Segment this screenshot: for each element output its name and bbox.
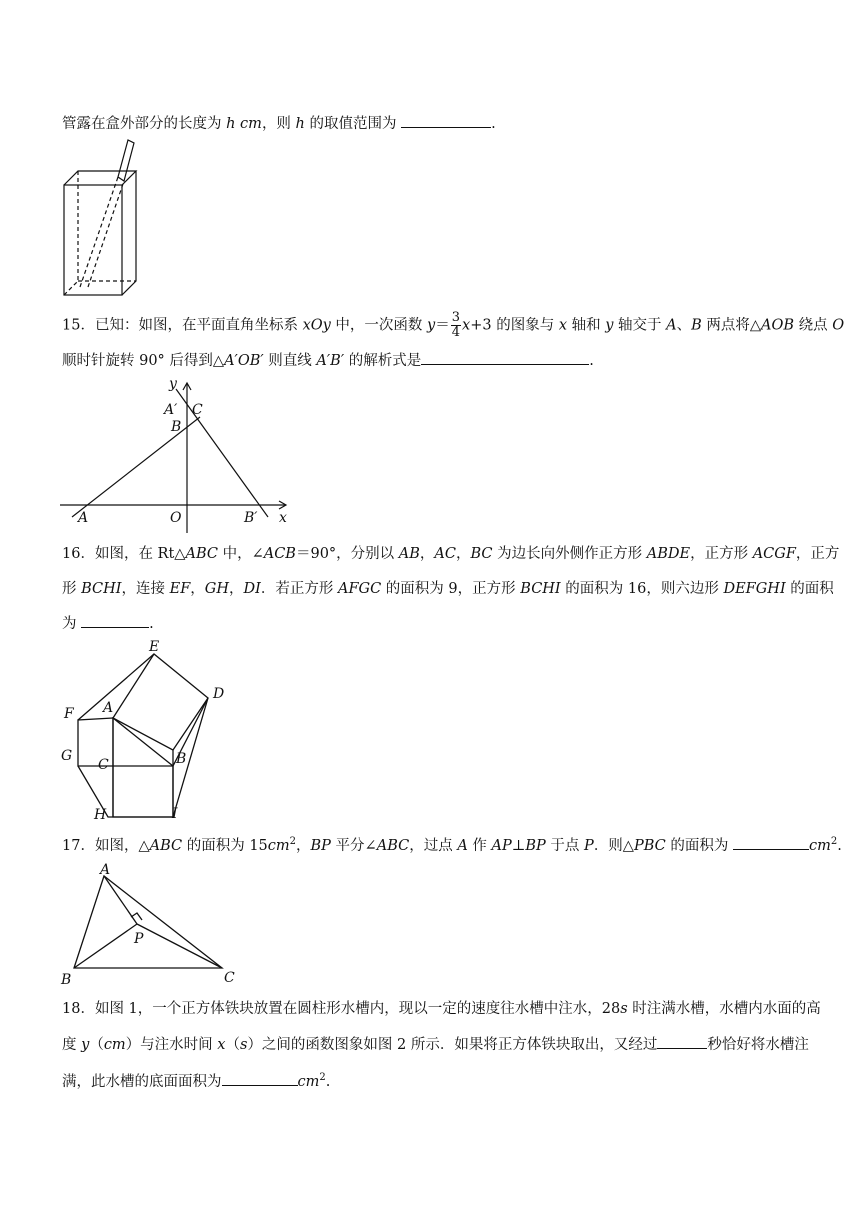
q16-text: 如图，在 Rt△ [94, 546, 186, 562]
q17-answer-blank[interactable] [733, 835, 809, 850]
q16-number: 16． [62, 546, 95, 562]
segment-pc [137, 924, 222, 968]
q18-text: 度 [62, 1037, 82, 1053]
q17-text: ，过点 [409, 837, 458, 854]
q17-var: P [584, 837, 594, 854]
q16-var: GH [204, 581, 230, 597]
q16-var: ACB [263, 546, 296, 562]
q17-text: 作 [467, 837, 492, 854]
q15-var: y [427, 317, 436, 334]
q15-var: O [832, 317, 845, 334]
q16-var: EF [169, 581, 191, 597]
q18-var: x [217, 1037, 226, 1053]
q17-sup: 2 [830, 836, 838, 847]
q17-triangle-figure [58, 860, 248, 990]
q17-text: ．则△ [593, 837, 634, 854]
q17-var: A [457, 837, 468, 854]
q18-number: 18． [62, 1001, 95, 1017]
q18-answer-blank-area[interactable] [222, 1071, 298, 1086]
q16-var: ABC [185, 546, 218, 562]
q18-end: . [325, 1073, 331, 1090]
label-h: H [94, 807, 107, 823]
label-c: C [192, 402, 203, 418]
label-b-prime: B′ [244, 510, 258, 526]
q15-var: AOB [761, 317, 795, 334]
q18-var: s [620, 1001, 628, 1017]
q17-number: 17． [62, 837, 95, 854]
q16-line-1 [62, 544, 839, 564]
q15-text: ＝ [435, 317, 450, 334]
q18-line-2 [62, 1034, 809, 1055]
q16-end: . [149, 616, 154, 632]
q15-text: 绕点 [794, 317, 833, 334]
label-y: y [169, 376, 177, 392]
box-side [122, 171, 136, 295]
q15-text: 已知：如图，在平面直角坐标系 [94, 317, 303, 334]
q14-answer-blank[interactable] [401, 113, 491, 128]
q17-text: 的面积为 [665, 837, 733, 854]
label-a-prime: A′ [164, 402, 178, 418]
q17-var: PBC [633, 837, 666, 854]
q18-var: s [239, 1037, 248, 1053]
label-o: O [170, 510, 182, 526]
q18-text: 秒恰好将水槽注 [707, 1037, 809, 1053]
q14-text: 管露在盒外部分的长度为 [62, 116, 227, 132]
segment-bp [74, 924, 137, 968]
q15-number: 15． [62, 317, 95, 334]
segment-gh-hi [78, 766, 173, 817]
q15-frac-num: 3 [451, 310, 461, 325]
q15-line-1 [62, 311, 844, 340]
label-c: C [224, 970, 235, 986]
q15-text: 顺时针旋转 90° 后得到△ [62, 353, 225, 369]
q16-var: BCHI [520, 581, 561, 597]
q16-text: ．若正方形 [260, 581, 338, 597]
q18-text: 满，此水槽的底面面积为 [62, 1073, 222, 1090]
q17-var: ABC [149, 837, 183, 854]
q15-var: y [605, 317, 614, 334]
q15-text: +3 的图象与 [470, 317, 559, 334]
q17-text: 如图，△ [94, 837, 150, 854]
q16-var: AC [434, 546, 456, 562]
q18-line-1 [62, 999, 821, 1019]
q16-text: ， [419, 546, 435, 562]
q15-answer-blank[interactable] [421, 350, 589, 365]
q18-text: ）之间的函数图象如图 2 所示．如果将正方体铁块取出，又经过 [247, 1037, 658, 1053]
q18-answer-blank-seconds[interactable] [657, 1034, 707, 1049]
q16-text: 的面积 [785, 581, 834, 597]
q15-text: 、 [676, 317, 692, 334]
q16-text: 的面积为 9，正方形 [381, 581, 521, 597]
q16-text: 中，∠ [217, 546, 264, 562]
label-c: C [98, 757, 109, 773]
q18-text: 时注满水槽，水槽内水面的高 [627, 1001, 821, 1017]
q17-unit: cm [267, 837, 290, 854]
q16-var: BCHI [81, 581, 122, 597]
q18-text: （ [89, 1037, 104, 1053]
q16-var: ACGF [752, 546, 796, 562]
q14-end: . [491, 116, 496, 132]
q17-text: ， [296, 837, 311, 854]
q17-text: 的面积为 15 [182, 837, 268, 854]
q15-fraction [451, 311, 461, 340]
q17-text: 平分∠ [330, 837, 377, 854]
q16-text: ，连接 [121, 581, 170, 597]
label-i: I [172, 806, 178, 822]
q14-box-figure [58, 137, 148, 297]
right-angle-mark [131, 913, 142, 920]
q16-text: ＝90°，分别以 [295, 546, 399, 562]
straw-inside [88, 181, 124, 287]
q16-text: ，正方形 [690, 546, 753, 562]
label-a: A [100, 862, 111, 878]
q18-line-3 [62, 1068, 330, 1092]
q16-var: ABDE [646, 546, 691, 562]
label-d: D [213, 686, 225, 702]
q16-var: AFGC [337, 581, 382, 597]
q16-text: 的面积为 16，则六边形 [560, 581, 724, 597]
label-f: F [64, 706, 74, 722]
q16-squares-figure [58, 637, 248, 827]
label-a: A [78, 510, 89, 526]
q18-text: 如图 1，一个正方体铁块放置在圆柱形水槽内，现以一定的速度往水槽中注水，28 [94, 1001, 621, 1017]
q14-text: 的取值范围为 [304, 116, 402, 132]
label-a: A [103, 700, 114, 716]
label-b: B [61, 972, 72, 988]
q17-var: AP [491, 837, 512, 854]
line-a1b1 [176, 389, 268, 517]
label-b: B [176, 751, 187, 767]
q17-end: . [837, 837, 842, 854]
q16-var: DI [243, 581, 261, 597]
q16-var: AB [398, 546, 420, 562]
segment-ab [113, 718, 173, 766]
label-e: E [149, 639, 160, 655]
straw-inside [80, 177, 118, 287]
q16-text: 形 [62, 581, 82, 597]
q15-frac-den: 4 [451, 325, 461, 340]
q15-var: A′ [224, 353, 238, 369]
q16-line-3 [62, 613, 154, 634]
q15-text: 中，一次函数 [330, 317, 428, 334]
label-x: x [279, 510, 287, 526]
q15-var: A [666, 317, 677, 334]
q18-sup: 2 [319, 1072, 326, 1083]
triangle-abc-region [113, 718, 173, 817]
triangle-abc [74, 876, 222, 968]
q15-text: 轴交于 [613, 317, 667, 334]
q16-line-2 [62, 579, 834, 599]
box-front [64, 185, 122, 295]
q15-text: 则直线 [263, 353, 317, 369]
q18-unit: cm [297, 1073, 320, 1090]
q16-text: 为 [62, 616, 82, 632]
q14-text: ，则 [261, 116, 296, 132]
q15-text: 两点将△ [701, 317, 762, 334]
q16-var: DEFGHI [723, 581, 786, 597]
label-g: G [61, 748, 73, 764]
q15-var: B [691, 317, 702, 334]
q16-answer-blank[interactable] [81, 613, 149, 628]
q15-graph-figure [58, 375, 298, 535]
segment-ae [113, 654, 154, 718]
q17-var: ABC [376, 837, 410, 854]
q16-text: ， [190, 581, 205, 597]
q14-tail-line [62, 113, 496, 134]
q15-var: OB′ [237, 353, 264, 369]
q15-var: A′ [316, 353, 331, 369]
q15-end: . [589, 353, 594, 369]
q15-var: B′ [330, 353, 345, 369]
q16-text: ， [456, 546, 471, 562]
q14-var-h: h [226, 116, 236, 132]
q17-var: BP [525, 837, 546, 854]
label-b: B [171, 419, 182, 435]
q17-text: ⊥ [511, 837, 526, 854]
q17-unit: cm [808, 837, 831, 854]
q14-var-h: h [295, 116, 305, 132]
q16-text: ， [229, 581, 244, 597]
q15-text: 轴和 [567, 317, 606, 334]
q16-text: 为边长向外侧作正方形 [492, 546, 647, 562]
q15-var: x [558, 317, 567, 334]
q17-var: BP [310, 837, 331, 854]
q15-line-2 [62, 350, 594, 371]
q17-sup: 2 [289, 836, 297, 847]
q16-text: ，正方 [795, 546, 840, 562]
q15-var: x [462, 317, 471, 334]
q17-text: 于点 [545, 837, 585, 854]
q17-line-1 [62, 832, 842, 856]
q18-var: y [81, 1037, 90, 1053]
box-hidden-edge [64, 281, 78, 295]
q15-text: 的解析式是 [344, 353, 422, 369]
q18-text: ）与注水时间 [125, 1037, 218, 1053]
q14-unit: cm [235, 116, 262, 132]
q16-var: BC [470, 546, 493, 562]
q15-var: xOy [302, 317, 331, 334]
q18-var: cm [103, 1037, 126, 1053]
q18-text: （ [225, 1037, 240, 1053]
label-p: P [134, 931, 144, 947]
